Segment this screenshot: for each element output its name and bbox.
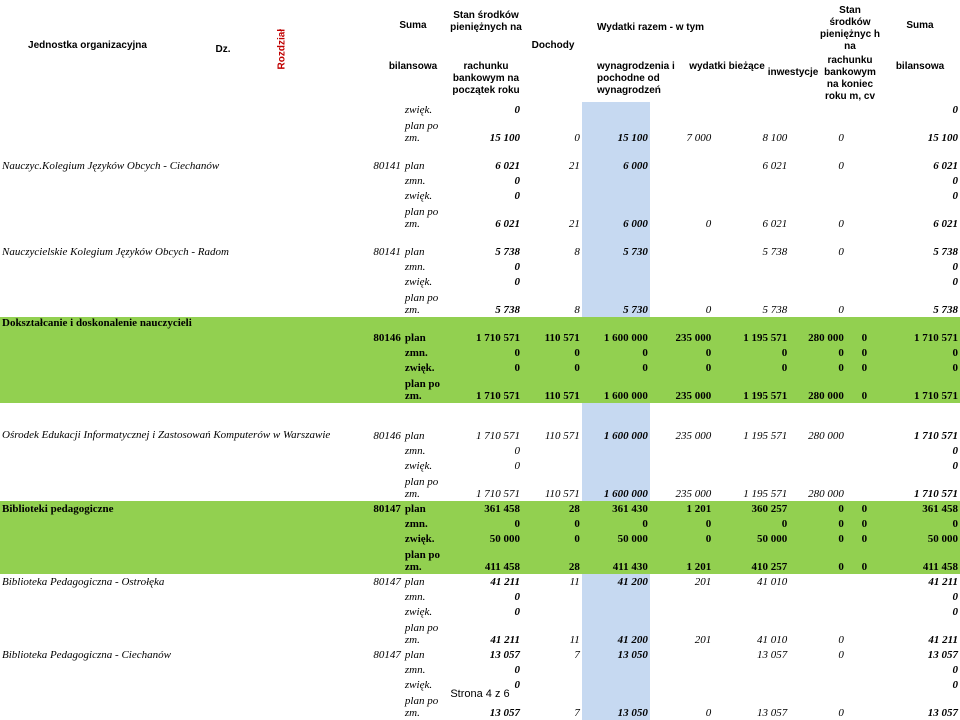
table-row: zwięk. 0 0 [404,276,958,288]
table-row-section: Dokształcanie i doskonalenie nauczycieli 80146 plan 1 710 571 110 571 1 600 000 235 000 1 195 571 280 000 0 1 710 571 [2,317,958,344]
table-row: zmn. 0 0 [404,664,958,676]
header-suma2-top: Suma [906,20,934,31]
table-row: zwięk. 0 0 [404,679,958,691]
table-row: plan po zm. 13 057 7 13 050 0 13 057 0 13 057 [0,692,960,720]
table-row-section: zwięk. 0 0 0 0 0 0 0 0 [0,360,960,375]
header-suma-top: Suma [399,20,427,31]
table-row: Nauczycielskie Kolegium Języków Obcych - Radom 80141 plan 5 738 8 5 730 5 738 0 5 738 [0,231,960,259]
table-row-section: zmn. 0 0 0 0 0 0 0 0 [0,345,960,360]
table-row: zwięk. 0 0 [404,190,958,202]
header-suma-bottom: bilansowa [388,61,438,72]
table-row: zwięk. 0 0 [404,104,958,116]
budget-table [0,102,960,720]
header-stan-bottom: rachunku bankowym na początek roku [452,61,520,96]
header-jednostka: Jednostka organizacyjna [28,40,147,51]
table-row: zmn. 0 0 [404,175,958,187]
table-row-section: Biblioteki pedagogiczne 80147 plan 361 458 28 361 430 1 201 360 257 0 0 361 458 [2,503,958,515]
page-number: Strona 4 z 6 [450,688,510,700]
header-wydatki-razem: Wydatki razem - w tym [597,22,705,33]
header-wynagrodzenia: wynagrodzenia i pochodne od wynagrodzeń [597,61,675,96]
header-dz: Dz. [215,44,231,55]
table-row-section: zmn. 0 0 0 0 0 0 0 0 [0,516,960,531]
header-stan-koniec-top: Stan środków pieniężnyc h na [820,5,881,52]
table-row-section: plan po zm. 1 710 571 110 571 1 600 000 235 000 1 195 571 280 000 0 1 710 571 [0,375,960,403]
table-row-section: zwięk. 50 000 0 50 000 0 50 000 0 0 50 000 [0,531,960,546]
table-row-section: plan po zm. 411 458 28 411 430 1 201 410 257 0 0 411 458 [0,546,960,574]
header-stan-top: Stan środków pieniężnych na [450,10,522,33]
table-row: Nauczyc.Kolegium Języków Obcych - Ciechanów 80141 plan 6 021 21 6 000 6 021 0 6 021 [0,145,960,173]
table-row: Biblioteka Pedagogiczna - Ciechanów 80147 plan 13 057 7 13 050 13 057 0 13 057 [2,649,958,661]
header-suma2-bottom: bilansowa [895,61,945,72]
header-biezace: wydatki bieżące [689,61,765,72]
table-row: zmn. 0 0 [404,591,958,603]
header-stan-koniec-bottom: rachunku bankowym na koniec roku m, cv [824,55,876,102]
table-row: plan po zm. 5 738 8 5 730 0 5 738 0 5 738 [0,289,960,317]
header-rozdzial: Rozdział [276,28,288,70]
header-inwestycje: inwestycje [767,67,819,78]
table-row: zwięk. 0 0 [404,606,958,618]
table-row: zmn. 0 0 [404,261,958,273]
table-row: plan po zm. 15 100 0 15 100 7 000 8 100 0 15 100 [0,117,960,145]
table-row: zmn. 0 0 [404,445,958,457]
header-dochody: Dochody [531,40,575,51]
table-row: Biblioteka Pedagogiczna - Ostrołęka 80147 plan 41 211 11 41 200 201 41 010 41 211 [2,576,958,588]
table-row: plan po zm. 1 710 571 110 571 1 600 000 235 000 1 195 571 280 000 1 710 571 [0,473,960,501]
table-row: zwięk. 0 0 [404,460,958,472]
table-row: plan po zm. 6 021 21 6 000 0 6 021 0 6 021 [0,203,960,231]
table-row: Ośrodek Edukacji Informatycznej i Zastosowań Komputerów w Warszawie 80146 plan 1 710 571 110 571 1 600 000 235 000 1 195 571 280 000 1 710 571 [0,403,960,443]
table-row: plan po zm. 41 211 11 41 200 201 41 010 0 41 211 [0,619,960,647]
